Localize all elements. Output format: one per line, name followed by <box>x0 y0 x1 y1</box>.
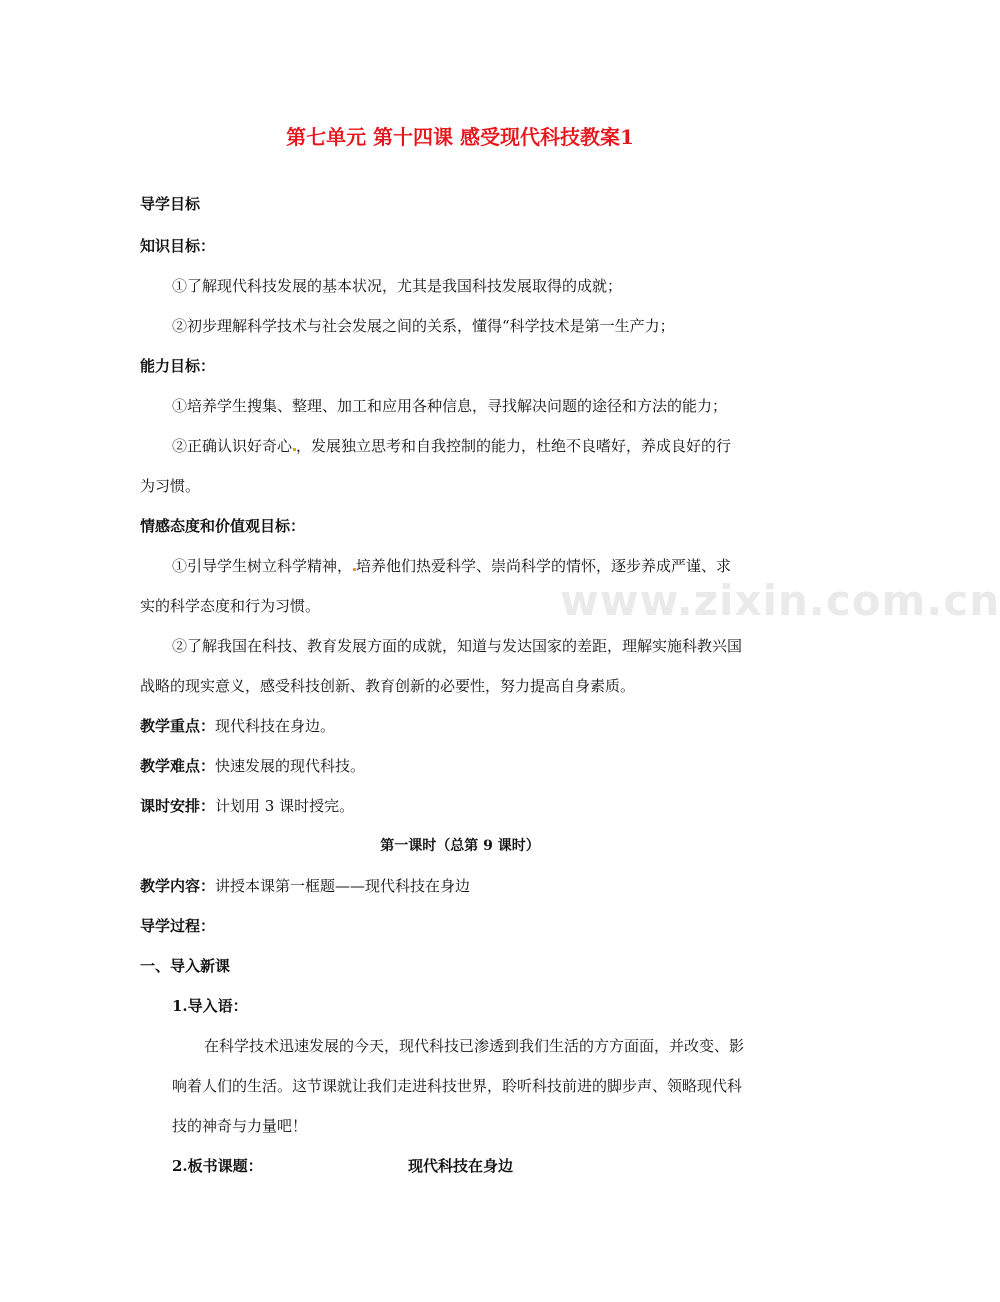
schedule-label: 课时安排： <box>140 797 216 815</box>
emotion-item-1-part-b: 培养他们热爱科学、崇尚科学的情怀，逐步养成严谨、求 <box>356 557 732 575</box>
ability-item-2-part-a: ②正确认识好奇心 <box>172 437 293 455</box>
intro-paragraph-line-2: 响着人们的生活。这节课就让我们走进科技世界，聆听科技前进的脚步声、领略现代科 <box>172 1077 743 1095</box>
ability-item-2-part-b: ，发展独立思考和自我控制的能力，杜绝不良嗜好，养成良好的行 <box>296 437 732 455</box>
key-point-value: 现代科技在身边。 <box>215 717 336 735</box>
ability-item-2-cont: 为习惯。 <box>140 477 201 495</box>
teaching-content-label: 教学内容： <box>140 877 216 895</box>
schedule-value: 计划用 3 课时授完。 <box>215 797 355 815</box>
guide-heading: 导学目标 <box>140 195 201 213</box>
process-heading: 导学过程： <box>140 917 216 935</box>
difficulty <box>140 756 365 776</box>
ability-heading: 能力目标： <box>140 357 216 375</box>
emotion-item-1 <box>172 556 731 576</box>
emotion-heading: 情感态度和价值观目标： <box>140 517 306 535</box>
board-title-label: 2.板书课题： <box>172 1157 263 1175</box>
key-point <box>140 716 335 736</box>
knowledge-heading: 知识目标： <box>140 237 216 255</box>
emotion-item-1-part-a: ①引导学生树立科学精神， <box>172 557 353 575</box>
page-title: 第七单元 第十四课 感受现代科技教案1 <box>286 125 634 149</box>
teaching-content-value: 讲授本课第一框题——现代科技在身边 <box>215 877 471 895</box>
intro-paragraph-line-3: 技的神奇与力量吧！ <box>172 1117 308 1135</box>
board-title-value: 现代科技在身边 <box>408 1157 514 1175</box>
key-point-label: 教学重点： <box>140 717 216 735</box>
knowledge-item-2: ②初步理解科学技术与社会发展之间的关系，懂得“科学技术是第一生产力； <box>172 317 675 335</box>
emotion-item-2: ②了解我国在科技、教育发展方面的成就，知道与发达国家的差距，理解实施科教兴国 <box>172 637 743 655</box>
teaching-content <box>140 876 470 896</box>
knowledge-item-1: ①了解现代科技发展的基本状况，尤其是我国科技发展取得的成就； <box>172 277 623 295</box>
difficulty-label: 教学难点： <box>140 757 216 775</box>
schedule <box>140 796 354 816</box>
emotion-item-1-cont: 实的科学态度和行为习惯。 <box>140 597 321 615</box>
ability-item-1: ①培养学生搜集、整理、加工和应用各种信息，寻找解决问题的途径和方法的能力； <box>172 397 728 415</box>
section-1-heading: 一、导入新课 <box>140 957 231 975</box>
emotion-item-2-cont: 战略的现实意义，感受科技创新、教育创新的必要性，努力提高自身素质。 <box>140 677 636 695</box>
ability-item-2 <box>172 436 731 456</box>
watermark: www.zixin.com.cn <box>560 576 1000 625</box>
intro-heading: 1.导入语： <box>172 997 248 1015</box>
difficulty-value: 快速发展的现代科技。 <box>215 757 366 775</box>
lesson-heading: 第一课时（总第 9 课时） <box>380 838 540 854</box>
intro-paragraph-line-1: 在科学技术迅速发展的今天，现代科技已渗透到我们生活的方方面面，并改变、影 <box>204 1037 745 1055</box>
